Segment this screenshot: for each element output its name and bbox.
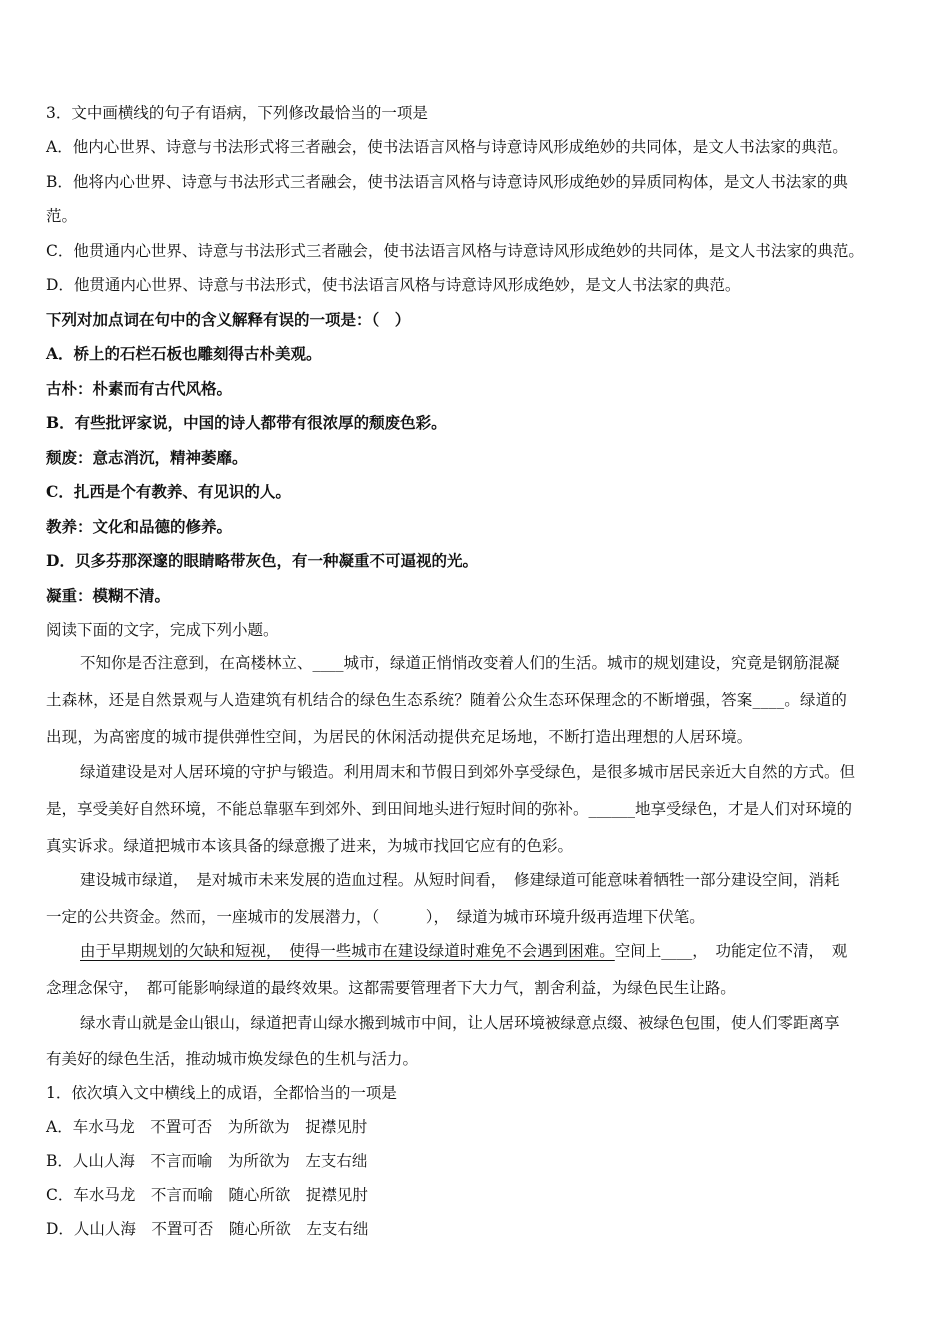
passage-p3-line2: 一定的公共资金。然而，一座城市的发展潜力，（ ）， 绿道为城市环境升级再造埋下伏笔。 xyxy=(46,908,705,926)
q3-option-b-line1: B．他将内心世界、诗意与书法形式三者融会，使书法语言风格与诗意诗风形成绝妙的异质同构体，是文人书法家的典 xyxy=(46,173,848,191)
passage-p2-line2: 是，享受美好自然环境，不能总靠驱车到郊外、到田间地头进行短时间的弥补。______地享受绿色，才是人们对环境的 xyxy=(46,800,853,818)
reading-intro: 阅读下面的文字，完成下列小题。 xyxy=(46,621,279,639)
q3-option-a: A．他内心世界、诗意与书法形式将三者融会，使书法语言风格与诗意诗风形成绝妙的共同体，是文人书法家的典范。 xyxy=(46,138,848,156)
passage-p5-line2: 有美好的绿色生活，推动城市焕发绿色的生机与活力。 xyxy=(46,1050,419,1068)
passage-p4-line2: 念理念保守， 都可能影响绿道的最终效果。这都需要管理者下大力气，割舍利益，为绿色民生让路。 xyxy=(46,979,736,997)
passage-p4-line1 xyxy=(80,941,906,961)
passage-p1-line3: 出现，为高密度的城市提供弹性空间，为居民的休闲活动提供充足场地，不断打造出理想的人居环境。 xyxy=(46,728,753,746)
passage-p3-line1: 建设城市绿道， 是对城市未来发展的造血过程。从短时间看， 修建绿道可能意味着牺牲一部分建设空间，消耗 xyxy=(80,871,840,889)
dot-option-d-note: 凝重：模糊不清。 xyxy=(46,586,171,605)
q3-option-d: D．他贯通内心世界、诗意与书法形式，使书法语言风格与诗意诗风形成绝妙，是文人书法家的典范。 xyxy=(46,276,741,294)
passage-p4-line1-rest: 空间上____， 功能定位不清， 观 xyxy=(614,942,848,960)
passage-p5-line1: 绿水青山就是金山银山，绿道把青山绿水搬到城市中间，让人居环境被绿意点缀、被绿色包围，使人们零距离享 xyxy=(80,1014,840,1032)
passage-p1-line2: 土森林，还是自然景观与人造建筑有机结合的绿色生态系统？随着公众生态环保理念的不断增强，答案____。绿道的 xyxy=(46,691,848,709)
q1-stem: 1．依次填入文中横线上的成语，全都恰当的一项是 xyxy=(46,1084,397,1102)
passage-p2-line3: 真实诉求。绿道把城市本该具备的绿意搬了进来，为城市找回它应有的色彩。 xyxy=(46,837,574,855)
q1-option-d: D．人山人海 不置可否 随心所欲 左支右绌 xyxy=(46,1220,369,1238)
dot-option-b-note: 颓废：意志消沉，精神萎靡。 xyxy=(46,448,248,467)
q1-option-a: A．车水马龙 不置可否 为所欲为 捉襟见肘 xyxy=(46,1118,368,1136)
passage-p1-line1: 不知你是否注意到，在高楼林立、____城市，绿道正悄悄改变着人们的生活。城市的规划建设，究竟是钢筋混凝 xyxy=(80,654,840,672)
passage-p2-line1: 绿道建设是对人居环境的守护与锻造。利用周末和节假日到郊外享受绿色，是很多城市居民亲近大自然的方式。但 xyxy=(80,763,856,781)
underlined-sentence: 由于早期规划的欠缺和短视， 使得一些城市在建设绿道时难免不会遇到困难。 xyxy=(80,942,615,960)
q1-option-b: B．人山人海 不言而喻 为所欲为 左支右绌 xyxy=(46,1152,368,1170)
q3-option-c: C．他贯通内心世界、诗意与书法形式三者融会，使书法语言风格与诗意诗风形成绝妙的共同体，是文人书法家的典范。 xyxy=(46,242,864,260)
dot-option-c-note: 教养：文化和品德的修养。 xyxy=(46,517,233,536)
dot-option-a: A．桥上的石栏石板也雕刻得古朴美观。 xyxy=(46,344,322,363)
dot-option-d: D．贝多芬那深邃的眼睛略带灰色，有一种凝重不可逼视的光。 xyxy=(46,551,478,570)
q1-option-c: C．车水马龙 不言而喻 随心所欲 捉襟见肘 xyxy=(46,1186,368,1204)
dot-option-c: C．扎西是个有教养、有见识的人。 xyxy=(46,482,291,501)
dot-option-b: B．有些批评家说，中国的诗人都带有很浓厚的颓废色彩。 xyxy=(46,413,447,432)
dot-question-stem: 下列对加点词在句中的含义解释有误的一项是：（ ） xyxy=(46,310,411,329)
q3-stem: 3．文中画横线的句子有语病，下列修改最恰当的一项是 xyxy=(46,104,428,122)
q3-option-b-line2: 范。 xyxy=(46,207,78,225)
dot-option-a-note: 古朴：朴素而有古代风格。 xyxy=(46,379,233,398)
